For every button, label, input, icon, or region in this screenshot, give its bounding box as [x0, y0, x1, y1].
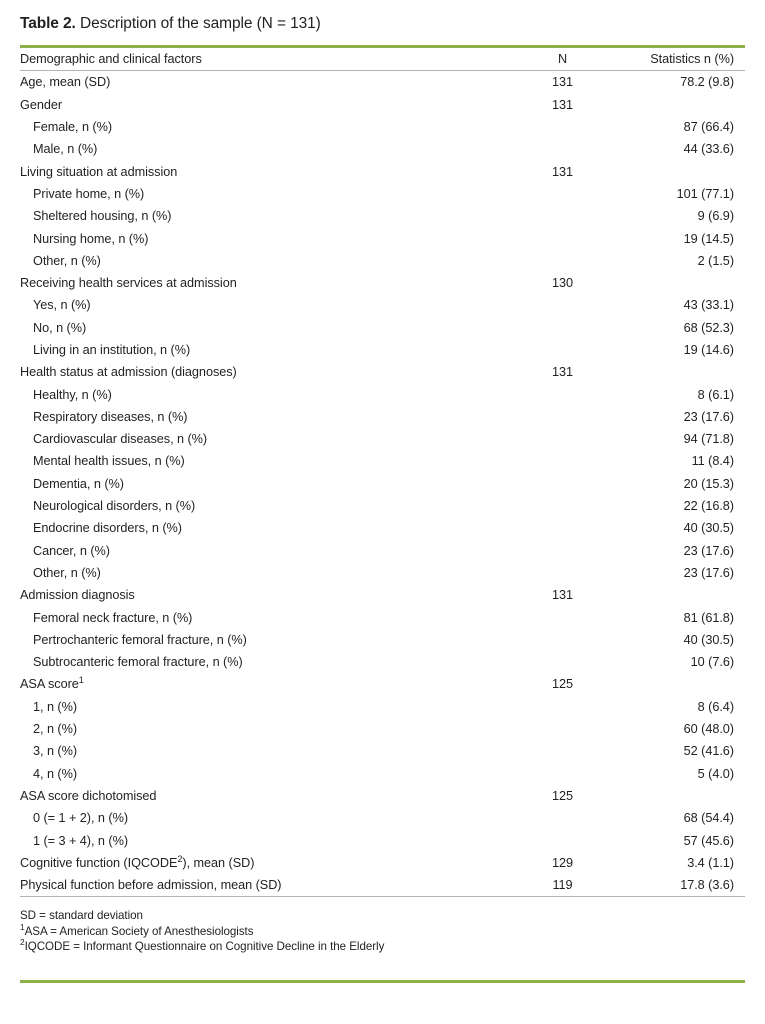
- cell-n: [520, 651, 605, 673]
- table-row: [20, 94, 745, 116]
- cell-statistics: 87 (66.4): [683, 120, 734, 135]
- cell-statistics: 23 (17.6): [683, 409, 734, 424]
- footnote-marker: 1: [20, 921, 25, 932]
- cell-factor: Healthy, n (%): [33, 387, 112, 402]
- cell-factor: Neurological disorders, n (%): [33, 499, 196, 514]
- cell-factor: 3, n (%): [33, 744, 78, 759]
- footnote-text: SD = standard deviation: [20, 909, 143, 923]
- cell-statistics: 94 (71.8): [683, 432, 734, 447]
- cell-statistics: 10 (7.6): [690, 655, 734, 670]
- cell-factor: 1 (= 3 + 4), n (%): [33, 833, 128, 848]
- table-row: [20, 562, 745, 584]
- cell-n: [520, 718, 605, 740]
- table-row: [20, 584, 745, 606]
- cell-statistics: 68 (52.3): [683, 320, 734, 335]
- cell-statistics: 57 (45.6): [683, 833, 734, 848]
- cell-factor: Other, n (%): [33, 565, 101, 580]
- cell-factor: 2, n (%): [33, 722, 78, 737]
- cell-statistics: 44 (33.6): [683, 142, 734, 157]
- table-row: [20, 517, 745, 539]
- cell-factor: Physical function before admission, mean (SD): [20, 874, 520, 897]
- table-row: [20, 874, 745, 897]
- cell-n: 125: [551, 677, 574, 692]
- cell-factor: 4, n (%): [33, 766, 78, 781]
- cell-n: [520, 807, 605, 829]
- cell-n: 125: [551, 788, 574, 803]
- cell-statistics: [605, 673, 745, 695]
- table-caption-text: Description of the sample (N = 131): [75, 15, 321, 32]
- table-row: [20, 428, 745, 450]
- cell-n: [520, 629, 605, 651]
- table-row: [20, 629, 745, 651]
- cell-n: [520, 450, 605, 472]
- cell-statistics: 9 (6.9): [697, 209, 734, 224]
- table-row: [20, 71, 745, 94]
- cell-statistics: 40 (30.5): [683, 632, 734, 647]
- cell-statistics: 22 (16.8): [683, 499, 734, 514]
- cell-n: [520, 740, 605, 762]
- footnote-text: ASA = American Society of Anesthesiologists: [24, 924, 254, 938]
- table-row: [20, 740, 745, 762]
- cell-factor: Living in an institution, n (%): [33, 343, 191, 357]
- table-row: [20, 406, 745, 428]
- table-row: [20, 339, 745, 361]
- cell-n: [520, 250, 605, 272]
- cell-factor: No, n (%): [33, 320, 87, 335]
- cell-statistics: 52 (41.6): [683, 744, 734, 759]
- cell-n: [520, 406, 605, 428]
- table-row: [20, 852, 745, 874]
- table-row: [20, 227, 745, 249]
- cell-n: 131: [551, 97, 574, 112]
- cell-n: [520, 183, 605, 205]
- cell-statistics: 40 (30.5): [683, 521, 734, 536]
- cell-n: [520, 205, 605, 227]
- cell-factor: 1, n (%): [33, 699, 78, 714]
- cell-statistics: 19 (14.6): [683, 343, 734, 357]
- table-row: [20, 116, 745, 138]
- cell-statistics: [605, 785, 745, 807]
- cell-statistics: [605, 160, 745, 182]
- table-row: [20, 250, 745, 272]
- table-row: [20, 138, 745, 160]
- column-header-n: N: [520, 48, 605, 71]
- table-row: [20, 450, 745, 472]
- footnote-item: [20, 939, 745, 954]
- cell-statistics: 78.2 (9.8): [680, 75, 734, 90]
- table-row: [20, 383, 745, 405]
- cell-factor: Cognitive function (IQCODE$^2$), mean (SD): [20, 853, 255, 870]
- cell-factor: Yes, n (%): [33, 298, 91, 313]
- cell-factor: 0 (= 1 + 2), n (%): [33, 811, 128, 826]
- cell-n: [520, 294, 605, 316]
- table-row: [20, 361, 745, 383]
- cell-statistics: 5 (4.0): [697, 766, 734, 781]
- cell-statistics: 19 (14.5): [683, 231, 734, 246]
- cell-n: [520, 495, 605, 517]
- footnote-ref: 1: [78, 675, 84, 686]
- table-header: [20, 48, 745, 71]
- cell-factor: Nursing home, n (%): [33, 231, 149, 246]
- table-row: [20, 606, 745, 628]
- table-row: [20, 317, 745, 339]
- footnote-spacer: [20, 954, 745, 980]
- cell-factor: Other, n (%): [33, 253, 101, 268]
- table-caption: [20, 0, 745, 34]
- cell-factor: Respiratory diseases, n (%): [33, 409, 188, 424]
- cell-n: 131: [551, 588, 574, 603]
- table-row: [20, 807, 745, 829]
- table-row: [20, 763, 745, 785]
- cell-factor: Gender: [20, 97, 63, 112]
- cell-n: [520, 428, 605, 450]
- cell-factor: Dementia, n (%): [33, 476, 124, 491]
- table-row: [20, 696, 745, 718]
- cell-n: 131: [551, 164, 574, 179]
- cell-factor: Private home, n (%): [33, 186, 145, 201]
- cell-factor: Cancer, n (%): [33, 543, 110, 558]
- table-row: [20, 540, 745, 562]
- cell-statistics: [605, 361, 745, 383]
- cell-statistics: 20 (15.3): [683, 476, 734, 491]
- cell-statistics: 23 (17.6): [683, 543, 734, 558]
- sample-description-table: [20, 48, 745, 897]
- cell-statistics: 81 (61.8): [683, 610, 734, 625]
- cell-factor: Subtrocanteric femoral fracture, n (%): [33, 655, 243, 670]
- cell-factor: ASA score dichotomised: [20, 788, 157, 803]
- cell-factor: Mental health issues, n (%): [33, 454, 185, 469]
- cell-statistics: [605, 94, 745, 116]
- cell-factor: Living situation at admission: [20, 164, 178, 179]
- footnote-item: [20, 921, 745, 939]
- cell-n: [520, 829, 605, 851]
- table-row: [20, 673, 745, 695]
- cell-n: [520, 317, 605, 339]
- cell-n: [520, 562, 605, 584]
- cell-statistics: 3.4 (1.1): [687, 855, 734, 870]
- cell-statistics: 60 (48.0): [683, 722, 734, 737]
- table-row: [20, 183, 745, 205]
- cell-factor: Age, mean (SD): [20, 75, 111, 90]
- cell-factor: ASA score$^1$: [20, 675, 84, 692]
- table-row: [20, 651, 745, 673]
- cell-statistics: 17.8 (3.6): [605, 874, 745, 897]
- cell-n: 131: [551, 75, 574, 90]
- column-header-factor: Demographic and clinical factors: [20, 48, 520, 71]
- cell-factor: Pertrochanteric femoral fracture, n (%): [33, 632, 247, 647]
- cell-n: 131: [551, 365, 574, 380]
- cell-statistics: 8 (6.4): [697, 699, 734, 714]
- table-row: [20, 473, 745, 495]
- cell-statistics: 23 (17.6): [683, 565, 734, 580]
- cell-statistics: 2 (1.5): [697, 253, 734, 268]
- table-row: [20, 785, 745, 807]
- cell-factor: Receiving health services at admission: [20, 276, 237, 291]
- table-row: [20, 495, 745, 517]
- cell-n: 119: [520, 874, 605, 897]
- cell-statistics: [605, 272, 745, 294]
- cell-factor: Sheltered housing, n (%): [33, 209, 172, 224]
- table-body: [20, 71, 745, 897]
- footnotes-block: [20, 897, 745, 954]
- table-number-label: Table 2.: [20, 15, 76, 32]
- cell-n: [520, 517, 605, 539]
- cell-factor: Female, n (%): [33, 120, 113, 135]
- footnote-marker: 2: [20, 937, 25, 948]
- footnote-ref: 2: [177, 853, 183, 864]
- cell-statistics: 43 (33.1): [683, 298, 734, 313]
- cell-statistics: 68 (54.4): [683, 811, 734, 826]
- cell-n: [520, 227, 605, 249]
- cell-n: 129: [551, 855, 574, 870]
- cell-n: [520, 116, 605, 138]
- table-row: [20, 160, 745, 182]
- cell-statistics: 11 (8.4): [691, 454, 734, 469]
- cell-n: [520, 606, 605, 628]
- table-row: [20, 829, 745, 851]
- footnote-text: IQCODE = Informant Questionnaire on Cognitive Decline in the Elderly: [24, 939, 385, 953]
- cell-factor: Health status at admission (diagnoses): [20, 365, 237, 380]
- column-header-statistics: Statistics n (%): [605, 48, 745, 71]
- cell-n: [520, 763, 605, 785]
- cell-n: [520, 339, 605, 361]
- table-row: [20, 294, 745, 316]
- cell-n: 130: [551, 276, 574, 291]
- cell-statistics: 8 (6.1): [697, 387, 734, 402]
- table-row: [20, 205, 745, 227]
- table-row: [20, 272, 745, 294]
- cell-n: [520, 473, 605, 495]
- footnote-item: [20, 908, 745, 923]
- cell-n: [520, 383, 605, 405]
- table-header-row: [20, 48, 745, 71]
- cell-factor: Male, n (%): [33, 142, 98, 157]
- cell-factor: Endocrine disorders, n (%): [33, 521, 182, 536]
- cell-factor: Femoral neck fracture, n (%): [33, 610, 193, 625]
- cell-statistics: [605, 584, 745, 606]
- cell-factor: Cardiovascular diseases, n (%): [33, 432, 208, 447]
- table-row: [20, 718, 745, 740]
- bottom-green-rule: [20, 980, 745, 983]
- cell-n: [520, 540, 605, 562]
- cell-factor: Admission diagnosis: [20, 588, 135, 603]
- cell-statistics: 101 (77.1): [676, 186, 734, 201]
- cell-n: [520, 696, 605, 718]
- cell-n: [520, 138, 605, 160]
